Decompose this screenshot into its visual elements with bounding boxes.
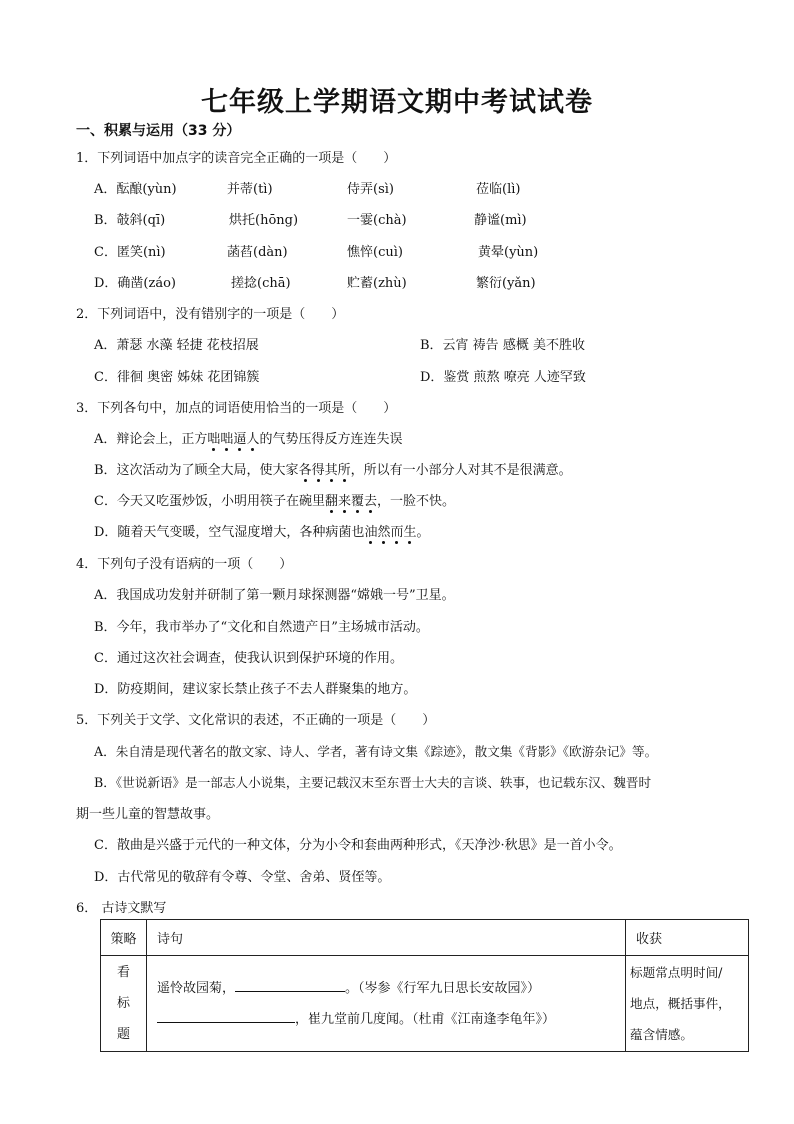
strategy-cell: [101, 956, 147, 1052]
strategy-char-1: 看: [116, 965, 130, 980]
header-strategy: 策略: [101, 920, 147, 956]
q5-b-line2: 期一些儿童的智慧故事。: [76, 807, 220, 822]
q1-b-4: 静谧(mì): [474, 213, 527, 228]
gain-line-3: 蕴含情感。: [630, 1027, 693, 1042]
q1-b-3: 一霎(chà): [347, 213, 407, 228]
emphasis-char: 来: [337, 494, 351, 509]
q3-d-pre: D．随着天气变暖，空气湿度增大，各种病菌也: [94, 525, 365, 540]
q1-a-4: 莅临(lì): [476, 182, 521, 197]
poem-cell: [147, 956, 626, 1052]
q1-a-2: 并蒂(tì): [227, 182, 273, 197]
q1-d-1: D．确凿(záo): [94, 276, 176, 291]
emphasis-char: 人: [246, 432, 260, 447]
q4-c: C．通过这次社会调查，使我认识到保护环境的作用。: [94, 651, 403, 666]
emphasis-char: 各: [298, 463, 312, 478]
q4-d: D．防疫期间，建议家长禁止孩子不去人群聚集的地方。: [94, 682, 417, 697]
q3-b-post: ，所以有一小部分人对其不是很满意。: [350, 463, 572, 478]
emphasis-char: 咄: [220, 432, 234, 447]
q1-a-1: A．酝酿(yùn): [94, 182, 177, 197]
poem-line-2: [157, 1004, 625, 1035]
q3-b-dotted-word: [299, 463, 351, 478]
q2-d: D．鉴赏 煎熬 嘹亮 人迹罕致: [420, 370, 586, 385]
poem-line-2-post: ，崔九堂前几度闻。（杜甫《江南逢李龟年》）: [295, 1011, 556, 1027]
q5-d: D．古代常见的敬辞有令尊、令堂、舍弟、贤侄等。: [94, 870, 391, 885]
poem-table: [100, 919, 749, 1052]
q3-b: [94, 459, 572, 478]
poem-line-1: [157, 973, 625, 1004]
emphasis-char: 油: [364, 525, 378, 540]
q1-a-3: 侍弄(sì): [347, 182, 394, 197]
gain-line-1: 标题常点明时间/: [630, 965, 723, 980]
emphasis-char: 逼: [233, 432, 247, 447]
q6-stem: 6． 古诗文默写: [76, 901, 167, 916]
q1-c-3: 憔悴(cuì): [347, 245, 403, 260]
q1-b-1: B．攲斜(qī): [94, 213, 166, 228]
emphasis-char: 得: [311, 463, 325, 478]
header-poem: 诗句: [147, 920, 626, 956]
q3-c-dotted-word: [325, 494, 377, 509]
q3-stem: 3．下列各句中，加点的词语使用恰当的一项是（ ）: [76, 401, 397, 416]
q3-a: [94, 428, 402, 447]
q5-b-line1: B．《世说新语》是一部志人小说集，主要记载汉末至东晋士大夫的言谈、轶事，也记载东汉、魏晋时: [94, 775, 652, 790]
answer-blank-2[interactable]: [157, 1010, 295, 1023]
answer-blank-1[interactable]: [235, 979, 345, 992]
q3-c-post: ，一脸不快。: [377, 494, 456, 509]
emphasis-char: 翻: [324, 494, 338, 509]
poem-table-row: [101, 956, 749, 1052]
q3-a-post: 的气势压得反方连连失误: [259, 432, 403, 447]
q1-d-3: 贮蓄(zhù): [347, 276, 407, 291]
emphasis-char: 而: [390, 525, 404, 540]
emphasis-char: 覆: [350, 494, 364, 509]
emphasis-char: 然: [377, 525, 391, 540]
q1-c-2: 菡萏(dàn): [227, 245, 288, 260]
q3-a-pre: A．辩论会上，正方: [94, 432, 208, 447]
q4-stem: 4．下列句子没有语病的一项（ ）: [76, 557, 293, 572]
q3-b-pre: B．这次活动为了顾全大局，使大家: [94, 463, 299, 478]
emphasis-char: 生: [403, 525, 417, 540]
q1-c-1: C．匿笑(nì): [94, 245, 166, 260]
strategy-char-2: 标: [116, 996, 130, 1011]
q5-stem: 5．下列关于文学、文化常识的表述，不正确的一项是（ ）: [76, 713, 436, 728]
emphasis-char: 其: [324, 463, 338, 478]
q3-d: [94, 521, 430, 540]
section-heading: 一、积累与运用（33 分）: [76, 123, 241, 139]
q2-a: A．萧瑟 水藻 轻捷 花枝招展: [94, 338, 259, 353]
gain-line-2: 地点，概括事件，: [630, 996, 731, 1011]
emphasis-char: 去: [364, 494, 378, 509]
poem-line-1-pre: 遥怜故园菊，: [157, 980, 236, 996]
q1-d-2: 搓捻(chā): [231, 276, 291, 291]
q4-b: B．今年，我市举办了“文化和自然遗产日”主场城市活动。: [94, 620, 429, 635]
q3-c-pre: C．今天又吃蛋炒饭，小明用筷子在碗里: [94, 494, 325, 509]
q4-a: A．我国成功发射并研制了第一颗月球探测器“嫦娥一号”卫星。: [94, 588, 455, 603]
q1-d-4: 繁衍(yǎn): [476, 276, 536, 291]
strategy-char-3: 题: [116, 1027, 130, 1042]
q1-b-2: 烘托(hōng): [229, 213, 299, 228]
q3-c: [94, 490, 455, 509]
exam-title: 七年级上学期语文期中考试试卷: [201, 87, 593, 118]
emphasis-char: 所: [337, 463, 351, 478]
q2-stem: 2．下列词语中，没有错别字的一项是（ ）: [76, 307, 345, 322]
poem-table-header-row: [101, 920, 749, 956]
q3-d-post: 。: [416, 525, 430, 540]
poem-line-1-post: 。（岑参《行军九日思长安故园》）: [345, 980, 541, 996]
q2-b: B．云宵 祷告 感概 美不胜收: [420, 338, 585, 353]
emphasis-char: 咄: [207, 432, 221, 447]
q3-a-dotted-word: [207, 432, 259, 447]
q1-c-4: 黄晕(yùn): [478, 245, 539, 260]
q5-c: C．散曲是兴盛于元代的一种文体，分为小令和套曲两种形式，《天净沙·秋思》是一首小令。: [94, 838, 622, 853]
q1-stem: 1．下列词语中加点字的读音完全正确的一项是（ ）: [76, 151, 397, 166]
gain-cell: [626, 956, 749, 1052]
q2-c: C．徘徊 奥密 姊妹 花团锦簇: [94, 370, 260, 385]
q5-a: A．朱自清是现代著名的散文家、诗人、学者，著有诗文集《踪迹》，散文集《背影》《欧游杂记》等。: [94, 744, 658, 759]
header-gain: 收获: [626, 920, 749, 956]
q3-d-dotted-word: [364, 525, 416, 540]
